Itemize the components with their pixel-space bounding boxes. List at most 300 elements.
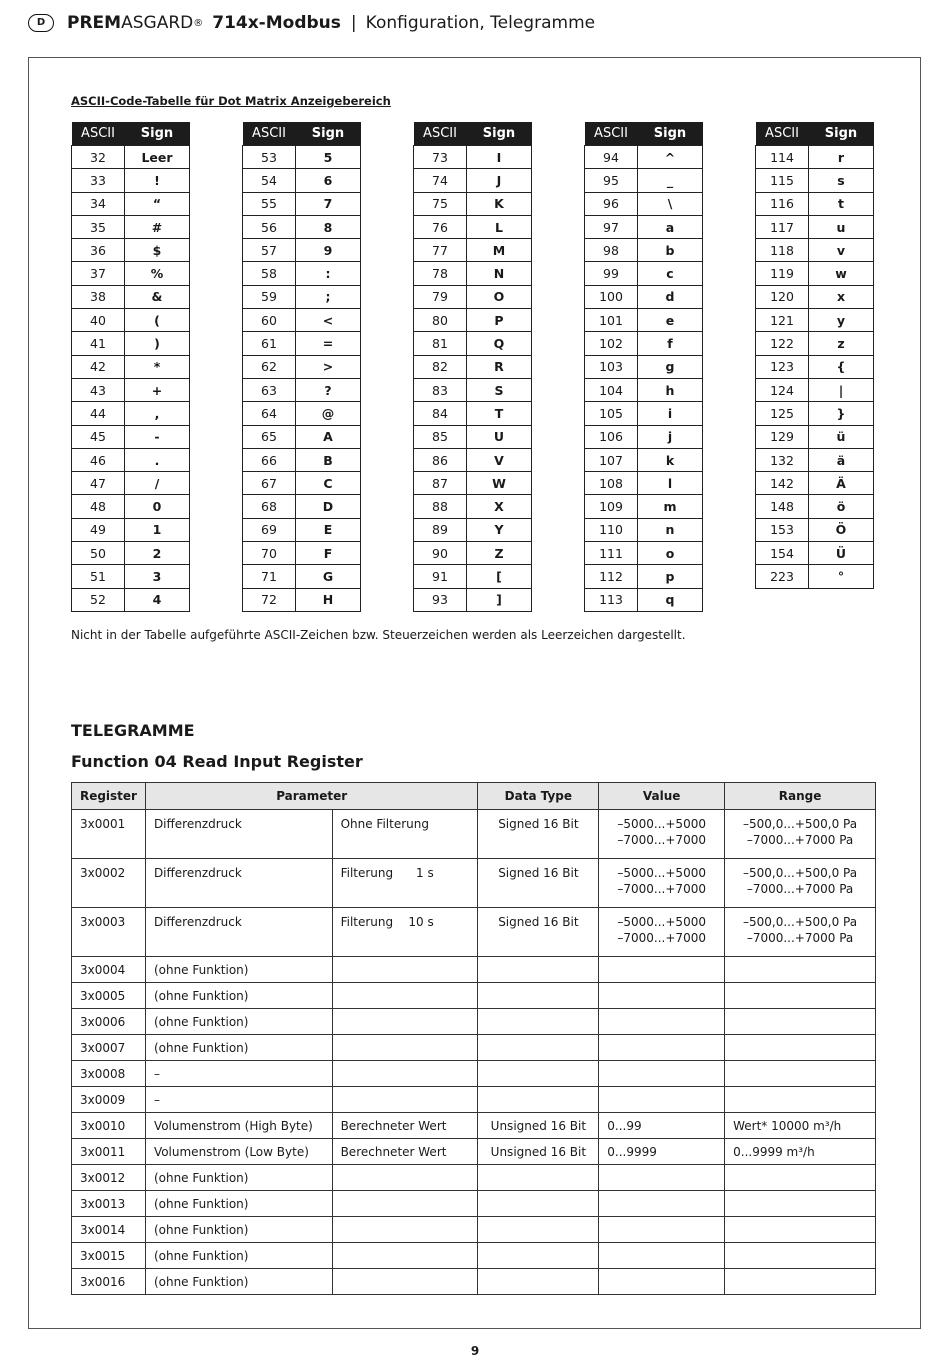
ascii-row	[756, 239, 874, 262]
header-value: Value	[599, 783, 725, 810]
ascii-table	[413, 122, 532, 612]
ascii-table-header	[585, 122, 703, 146]
ascii-row	[243, 542, 361, 565]
ascii-row	[243, 192, 361, 215]
ascii-code: 76	[414, 215, 467, 238]
ascii-sign: e	[638, 309, 703, 332]
ascii-sign: (	[125, 309, 190, 332]
ascii-code: 51	[72, 565, 125, 588]
ascii-sign: E	[296, 518, 361, 541]
ascii-row	[243, 169, 361, 192]
ascii-row	[585, 588, 703, 611]
sign-column-header: Sign	[809, 122, 874, 146]
ascii-sign: “	[125, 192, 190, 215]
ascii-sign: p	[638, 565, 703, 588]
ascii-sign: .	[125, 448, 190, 471]
ascii-sign: °	[809, 565, 874, 588]
range-cell	[725, 1217, 876, 1243]
range-line: –500,0...+500,0 Pa	[743, 817, 858, 831]
table-row	[72, 1191, 876, 1217]
ascii-code: 33	[72, 169, 125, 192]
parameter-detail-cell: Ohne Filterung	[332, 810, 478, 859]
ascii-sign: o	[638, 542, 703, 565]
ascii-column-header: ASCII	[72, 122, 125, 146]
parameter-cell: –	[145, 1061, 332, 1087]
parameter-cell: Differenzdruck	[145, 908, 332, 957]
parameter-cell: Differenzdruck	[145, 810, 332, 859]
ascii-code: 110	[585, 518, 638, 541]
ascii-row	[72, 239, 190, 262]
ascii-sign: 3	[125, 565, 190, 588]
ascii-code: 61	[243, 332, 296, 355]
ascii-code: 55	[243, 192, 296, 215]
ascii-row	[585, 309, 703, 332]
sign-column-header: Sign	[467, 122, 532, 146]
value-cell	[599, 1061, 725, 1087]
ascii-sign: d	[638, 285, 703, 308]
ascii-table-header	[756, 122, 874, 146]
ascii-row	[243, 285, 361, 308]
ascii-code: 108	[585, 472, 638, 495]
ascii-sign: u	[809, 215, 874, 238]
ascii-row	[414, 285, 532, 308]
ascii-row	[72, 146, 190, 169]
table-row	[72, 1243, 876, 1269]
ascii-row	[243, 262, 361, 285]
ascii-code: 49	[72, 518, 125, 541]
ascii-code: 119	[756, 262, 809, 285]
ascii-sign: ]	[467, 588, 532, 611]
ascii-code: 52	[72, 588, 125, 611]
value-line: 0...99	[607, 1118, 642, 1133]
ascii-code: 109	[585, 495, 638, 518]
ascii-row	[243, 472, 361, 495]
value-line: –7000...+7000	[617, 833, 706, 847]
ascii-code: 114	[756, 146, 809, 169]
range-line: Wert* 10000 m³/h	[733, 1118, 842, 1133]
ascii-row	[72, 169, 190, 192]
ascii-sign: r	[809, 146, 874, 169]
data-type-cell: Signed 16 Bit	[478, 859, 599, 908]
value-cell	[599, 1139, 725, 1165]
header-register: Register	[72, 783, 146, 810]
ascii-sign: 1	[125, 518, 190, 541]
ascii-row	[72, 215, 190, 238]
ascii-row	[243, 495, 361, 518]
ascii-row	[585, 285, 703, 308]
ascii-code: 88	[414, 495, 467, 518]
data-type-cell	[478, 983, 599, 1009]
ascii-row	[243, 355, 361, 378]
ascii-code: 86	[414, 448, 467, 471]
register-table	[71, 782, 876, 1295]
ascii-sign: ^	[638, 146, 703, 169]
ascii-sign: $	[125, 239, 190, 262]
table-row	[72, 1113, 876, 1139]
parameter-detail-cell	[332, 1087, 478, 1113]
ascii-code: 103	[585, 355, 638, 378]
ascii-column-header: ASCII	[414, 122, 467, 146]
ascii-sign: M	[467, 239, 532, 262]
ascii-sign: X	[467, 495, 532, 518]
ascii-code: 107	[585, 448, 638, 471]
ascii-row	[414, 355, 532, 378]
table-row	[72, 1217, 876, 1243]
parameter-detail-cell	[332, 983, 478, 1009]
ascii-code: 36	[72, 239, 125, 262]
ascii-row	[756, 192, 874, 215]
ascii-code: 44	[72, 402, 125, 425]
ascii-code: 48	[72, 495, 125, 518]
ascii-sign: l	[638, 472, 703, 495]
ascii-sign: h	[638, 378, 703, 401]
ascii-code: 57	[243, 239, 296, 262]
ascii-code: 115	[756, 169, 809, 192]
register-cell: 3x0008	[72, 1061, 146, 1087]
parameter-detail-cell	[332, 1009, 478, 1035]
ascii-code: 70	[243, 542, 296, 565]
ascii-code: 154	[756, 542, 809, 565]
range-cell	[725, 1061, 876, 1087]
ascii-sign: W	[467, 472, 532, 495]
parameter-detail-cell: Filterung 1 s	[332, 859, 478, 908]
ascii-row	[585, 169, 703, 192]
parameter-cell: (ohne Funktion)	[145, 1217, 332, 1243]
ascii-code: 111	[585, 542, 638, 565]
ascii-code: 120	[756, 285, 809, 308]
ascii-column-header: ASCII	[243, 122, 296, 146]
ascii-row	[585, 239, 703, 262]
ascii-code: 68	[243, 495, 296, 518]
ascii-sign: /	[125, 472, 190, 495]
ascii-row	[756, 542, 874, 565]
ascii-code: 91	[414, 565, 467, 588]
ascii-row	[585, 425, 703, 448]
range-cell	[725, 1191, 876, 1217]
parameter-detail-cell	[332, 1269, 478, 1295]
function-title: Function 04 Read Input Register	[71, 752, 363, 771]
table-row	[72, 1139, 876, 1165]
data-type-cell	[478, 1035, 599, 1061]
ascii-row	[756, 565, 874, 588]
header-separator: |	[350, 13, 357, 33]
range-cell	[725, 1087, 876, 1113]
ascii-code: 41	[72, 332, 125, 355]
range-cell	[725, 1165, 876, 1191]
ascii-sign: +	[125, 378, 190, 401]
value-cell	[599, 957, 725, 983]
ascii-code: 69	[243, 518, 296, 541]
value-line: 0...9999	[607, 1144, 657, 1159]
table-row	[72, 908, 876, 957]
ascii-sign: :	[296, 262, 361, 285]
ascii-sign: D	[296, 495, 361, 518]
ascii-row	[414, 309, 532, 332]
ascii-sign: }	[809, 402, 874, 425]
ascii-row	[414, 472, 532, 495]
ascii-sign: U	[467, 425, 532, 448]
value-cell	[599, 983, 725, 1009]
page-header	[28, 10, 595, 36]
sign-column-header: Sign	[125, 122, 190, 146]
ascii-code: 67	[243, 472, 296, 495]
table-row	[72, 1269, 876, 1295]
range-cell	[725, 1113, 876, 1139]
ascii-row	[414, 169, 532, 192]
ascii-row	[243, 448, 361, 471]
ascii-code: 117	[756, 215, 809, 238]
ascii-sign: #	[125, 215, 190, 238]
ascii-code: 90	[414, 542, 467, 565]
ascii-code: 77	[414, 239, 467, 262]
ascii-row	[756, 285, 874, 308]
range-line: –7000...+7000 Pa	[746, 882, 854, 896]
ascii-row	[414, 192, 532, 215]
ascii-sign: |	[809, 378, 874, 401]
ascii-code: 87	[414, 472, 467, 495]
ascii-row	[585, 495, 703, 518]
value-cell	[599, 1269, 725, 1295]
ascii-row	[414, 239, 532, 262]
table-row	[72, 1165, 876, 1191]
ascii-sign: L	[467, 215, 532, 238]
ascii-code: 98	[585, 239, 638, 262]
parameter-cell: Differenzdruck	[145, 859, 332, 908]
ascii-sign: <	[296, 309, 361, 332]
registered-mark: ®	[193, 17, 204, 29]
table-row	[72, 1035, 876, 1061]
brand-name-light: ASGARD	[121, 13, 194, 33]
sign-column-header: Sign	[638, 122, 703, 146]
page-number: 9	[470, 1344, 480, 1358]
ascii-row	[72, 262, 190, 285]
table-row	[72, 859, 876, 908]
ascii-row	[72, 192, 190, 215]
data-type-cell	[478, 1191, 599, 1217]
range-cell	[725, 983, 876, 1009]
value-cell	[599, 1009, 725, 1035]
ascii-sign: Z	[467, 542, 532, 565]
ascii-sign: k	[638, 448, 703, 471]
ascii-sign: x	[809, 285, 874, 308]
ascii-code: 45	[72, 425, 125, 448]
parameter-cell: (ohne Funktion)	[145, 1165, 332, 1191]
ascii-row	[72, 402, 190, 425]
ascii-row	[243, 378, 361, 401]
parameter-detail-cell	[332, 1243, 478, 1269]
ascii-code: 47	[72, 472, 125, 495]
ascii-sign: ö	[809, 495, 874, 518]
ascii-sign: 8	[296, 215, 361, 238]
ascii-sign: j	[638, 425, 703, 448]
ascii-code: 97	[585, 215, 638, 238]
parameter-cell: (ohne Funktion)	[145, 1035, 332, 1061]
ascii-row	[72, 588, 190, 611]
ascii-row	[243, 309, 361, 332]
ascii-sign: H	[296, 588, 361, 611]
ascii-code: 50	[72, 542, 125, 565]
ascii-code: 58	[243, 262, 296, 285]
ascii-row	[585, 402, 703, 425]
value-line: –7000...+7000	[617, 882, 706, 896]
ascii-code: 34	[72, 192, 125, 215]
ascii-sign: t	[809, 192, 874, 215]
ascii-sign: _	[638, 169, 703, 192]
parameter-detail-cell	[332, 1035, 478, 1061]
ascii-row	[585, 378, 703, 401]
data-type-cell	[478, 1009, 599, 1035]
ascii-column-header: ASCII	[585, 122, 638, 146]
ascii-code: 78	[414, 262, 467, 285]
range-line: –7000...+7000 Pa	[746, 833, 854, 847]
ascii-sign: v	[809, 239, 874, 262]
ascii-code: 153	[756, 518, 809, 541]
ascii-row	[243, 588, 361, 611]
register-cell: 3x0016	[72, 1269, 146, 1295]
ascii-code: 42	[72, 355, 125, 378]
ascii-code: 79	[414, 285, 467, 308]
ascii-sign: J	[467, 169, 532, 192]
data-type-cell	[478, 1269, 599, 1295]
range-cell	[725, 810, 876, 859]
parameter-cell: (ohne Funktion)	[145, 1243, 332, 1269]
ascii-code: 73	[414, 146, 467, 169]
ascii-code: 132	[756, 448, 809, 471]
range-cell	[725, 1243, 876, 1269]
register-cell: 3x0006	[72, 1009, 146, 1035]
ascii-row	[756, 169, 874, 192]
data-type-cell: Unsigned 16 Bit	[478, 1113, 599, 1139]
register-cell: 3x0007	[72, 1035, 146, 1061]
ascii-sign: 2	[125, 542, 190, 565]
register-cell: 3x0012	[72, 1165, 146, 1191]
ascii-code: 101	[585, 309, 638, 332]
parameter-cell: –	[145, 1087, 332, 1113]
ascii-sign: c	[638, 262, 703, 285]
ascii-sign: a	[638, 215, 703, 238]
ascii-row	[414, 378, 532, 401]
table-row	[72, 810, 876, 859]
ascii-sign: )	[125, 332, 190, 355]
ascii-code: 85	[414, 425, 467, 448]
parameter-detail-cell	[332, 1061, 478, 1087]
table-row	[72, 1061, 876, 1087]
range-line: –500,0...+500,0 Pa	[743, 915, 858, 929]
telegram-section-title: TELEGRAMME	[71, 721, 195, 740]
ascii-sign: A	[296, 425, 361, 448]
ascii-row	[756, 495, 874, 518]
data-type-cell	[478, 1217, 599, 1243]
data-type-cell	[478, 957, 599, 983]
ascii-code: 37	[72, 262, 125, 285]
ascii-table-header	[414, 122, 532, 146]
ascii-sign: %	[125, 262, 190, 285]
ascii-sign: i	[638, 402, 703, 425]
ascii-row	[414, 332, 532, 355]
ascii-sign: P	[467, 309, 532, 332]
ascii-row	[243, 146, 361, 169]
parameter-cell: (ohne Funktion)	[145, 1009, 332, 1035]
ascii-row	[756, 518, 874, 541]
register-cell: 3x0015	[72, 1243, 146, 1269]
model-name: 714x-Modbus	[212, 13, 341, 33]
register-cell: 3x0002	[72, 859, 146, 908]
ascii-sign: >	[296, 355, 361, 378]
ascii-row	[414, 425, 532, 448]
ascii-row	[756, 355, 874, 378]
ascii-sign: 6	[296, 169, 361, 192]
ascii-code: 223	[756, 565, 809, 588]
ascii-row	[243, 565, 361, 588]
range-line: –500,0...+500,0 Pa	[743, 866, 858, 880]
ascii-row	[756, 309, 874, 332]
parameter-detail-cell	[332, 1191, 478, 1217]
ascii-sign: y	[809, 309, 874, 332]
ascii-code: 96	[585, 192, 638, 215]
ascii-row	[414, 565, 532, 588]
ascii-code: 54	[243, 169, 296, 192]
ascii-sign: -	[125, 425, 190, 448]
ascii-code: 62	[243, 355, 296, 378]
ascii-code: 129	[756, 425, 809, 448]
register-cell: 3x0003	[72, 908, 146, 957]
data-type-cell	[478, 1087, 599, 1113]
register-table-header	[72, 783, 876, 810]
parameter-detail-cell	[332, 957, 478, 983]
ascii-row	[756, 472, 874, 495]
ascii-sign: 5	[296, 146, 361, 169]
ascii-row	[414, 262, 532, 285]
parameter-detail-cell: Filterung 10 s	[332, 908, 478, 957]
ascii-row	[414, 518, 532, 541]
ascii-code: 104	[585, 378, 638, 401]
ascii-sign: Q	[467, 332, 532, 355]
value-cell	[599, 1191, 725, 1217]
ascii-code: 81	[414, 332, 467, 355]
ascii-row	[72, 542, 190, 565]
ascii-sign: f	[638, 332, 703, 355]
ascii-row	[414, 495, 532, 518]
ascii-row	[585, 355, 703, 378]
ascii-code: 124	[756, 378, 809, 401]
ascii-sign: z	[809, 332, 874, 355]
ascii-code: 99	[585, 262, 638, 285]
ascii-code: 122	[756, 332, 809, 355]
ascii-row	[72, 448, 190, 471]
ascii-sign: O	[467, 285, 532, 308]
ascii-sign: m	[638, 495, 703, 518]
sign-column-header: Sign	[296, 122, 361, 146]
ascii-sign: Ü	[809, 542, 874, 565]
ascii-code: 40	[72, 309, 125, 332]
ascii-sign: T	[467, 402, 532, 425]
ascii-sign: 4	[125, 588, 190, 611]
ascii-row	[72, 472, 190, 495]
ascii-row	[72, 355, 190, 378]
register-cell: 3x0011	[72, 1139, 146, 1165]
ascii-code: 105	[585, 402, 638, 425]
ascii-row	[585, 542, 703, 565]
ascii-code: 116	[756, 192, 809, 215]
value-line: –5000...+5000	[617, 866, 706, 880]
ascii-sign: w	[809, 262, 874, 285]
value-cell	[599, 1243, 725, 1269]
ascii-code: 63	[243, 378, 296, 401]
ascii-row	[414, 215, 532, 238]
ascii-sign: G	[296, 565, 361, 588]
ascii-sign: ü	[809, 425, 874, 448]
ascii-code: 80	[414, 309, 467, 332]
